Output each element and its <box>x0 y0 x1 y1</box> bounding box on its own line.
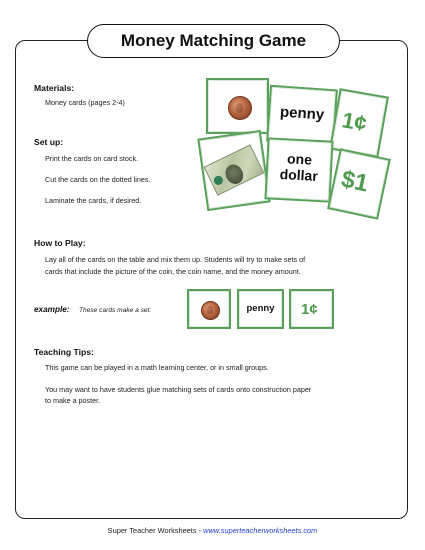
penny-name-text: penny <box>279 103 325 124</box>
materials-item: Money cards (pages 2-4) <box>45 98 125 107</box>
how-to-play-line-1: Lay all of the cards on the table and mix them up. Students will try to make sets of <box>45 255 306 264</box>
penny-amount-text: 1¢ <box>340 107 369 137</box>
footer <box>0 526 425 535</box>
example-coin-card <box>187 289 231 329</box>
teaching-tip-2-line-2: to make a poster. <box>45 396 101 405</box>
teaching-tip-2-line-1: You may want to have students glue matching sets of cards onto construction paper <box>45 385 312 394</box>
dollar-name-card <box>264 137 333 202</box>
dollar-bill-icon <box>204 144 265 196</box>
dollar-name-line2: dollar <box>279 166 319 184</box>
portrait-icon <box>222 162 246 187</box>
materials-heading: Materials: <box>34 83 75 93</box>
example-penny-coin-icon <box>201 301 220 320</box>
dollar-name-text <box>267 149 331 184</box>
how-to-play-heading: How to Play: <box>34 238 86 248</box>
dollar-name-line1: one <box>286 150 313 168</box>
setup-heading: Set up: <box>34 137 64 147</box>
how-to-play-line-2: cards that include the picture of the coin, the coin name, and the money amount. <box>45 267 301 276</box>
example-name-text: penny <box>246 303 275 314</box>
footer-link[interactable]: www.superteacherworksheets.com <box>203 526 318 535</box>
dollar-picture-card <box>197 130 271 211</box>
teaching-tips-heading: Teaching Tips: <box>34 347 94 357</box>
setup-step-3: Laminate the cards, if desired. <box>45 196 142 205</box>
dollar-amount-text: $1 <box>338 165 371 198</box>
example-amount-card <box>289 289 334 329</box>
example-text: These cards make a set: <box>79 307 152 314</box>
footer-brand: Super Teacher Worksheets - <box>107 526 204 535</box>
setup-step-2: Cut the cards on the dotted lines. <box>45 175 151 184</box>
penny-amount-card <box>329 88 389 158</box>
seal-icon <box>212 174 224 186</box>
example-amount-text: 1¢ <box>301 301 318 318</box>
teaching-tip-1: This game can be played in a math learning center, or in small groups. <box>45 363 269 372</box>
example-name-card <box>237 289 284 329</box>
setup-step-1: Print the cards on card stock. <box>45 154 139 163</box>
page-title: Money Matching Game <box>87 24 340 58</box>
example-label: example: <box>34 305 70 314</box>
penny-picture-card <box>206 78 269 134</box>
penny-coin-icon <box>228 96 252 120</box>
